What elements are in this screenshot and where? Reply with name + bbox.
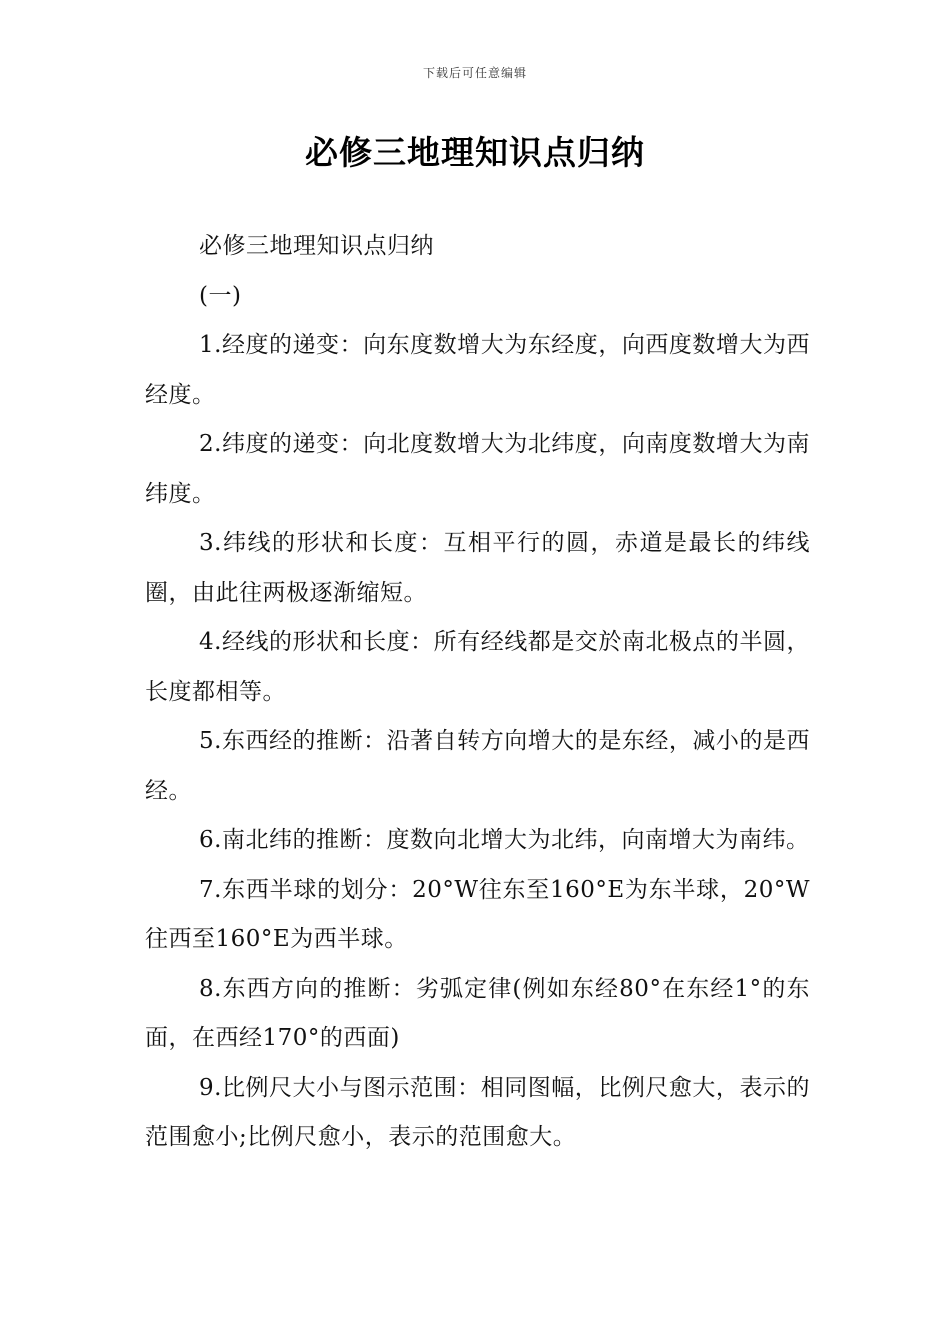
paragraph-item-6: 6.南北纬的推断：度数向北增大为北纬，向南增大为南纬。	[199, 827, 810, 853]
paragraph-item-2: 2.纬度的递变：向北度数增大为北纬度，向南度数增大为南纬度。	[145, 431, 810, 507]
page-header-note: 下载后可任意编辑	[422, 66, 527, 80]
paragraph-item-5: 5.东西经的推断：沿著自转方向增大的是东经，减小的是西经。	[145, 728, 810, 804]
paragraph-item-3: 3.纬线的形状和长度：互相平行的圆，赤道是最长的纬线圈，由此往两极逐渐缩短。	[145, 530, 810, 606]
document-body	[145, 222, 810, 1163]
paragraph-item-1: 1.经度的递变：向东度数增大为东经度，向西度数增大为西经度。	[145, 332, 810, 408]
paragraph-item-9: 9.比例尺大小与图示范围：相同图幅，比例尺愈大，表示的范围愈小;比例尺愈小，表示的范围愈大。	[145, 1074, 810, 1150]
document-title: 必修三地理知识点归纳	[305, 133, 645, 172]
paragraph-subtitle: 必修三地理知识点归纳	[199, 233, 434, 259]
paragraph-section-marker: (一)	[199, 282, 242, 309]
paragraph-item-8: 8.东西方向的推断：劣弧定律(例如东经80°在东经1°的东面，在西经170°的西面)	[145, 975, 810, 1051]
paragraph-item-4: 4.经线的形状和长度：所有经线都是交於南北极点的半圆，长度都相等。	[145, 629, 810, 705]
paragraph-item-7: 7.东西半球的划分：20°W往东至160°E为东半球，20°W往西至160°E为西半球。	[145, 876, 810, 952]
